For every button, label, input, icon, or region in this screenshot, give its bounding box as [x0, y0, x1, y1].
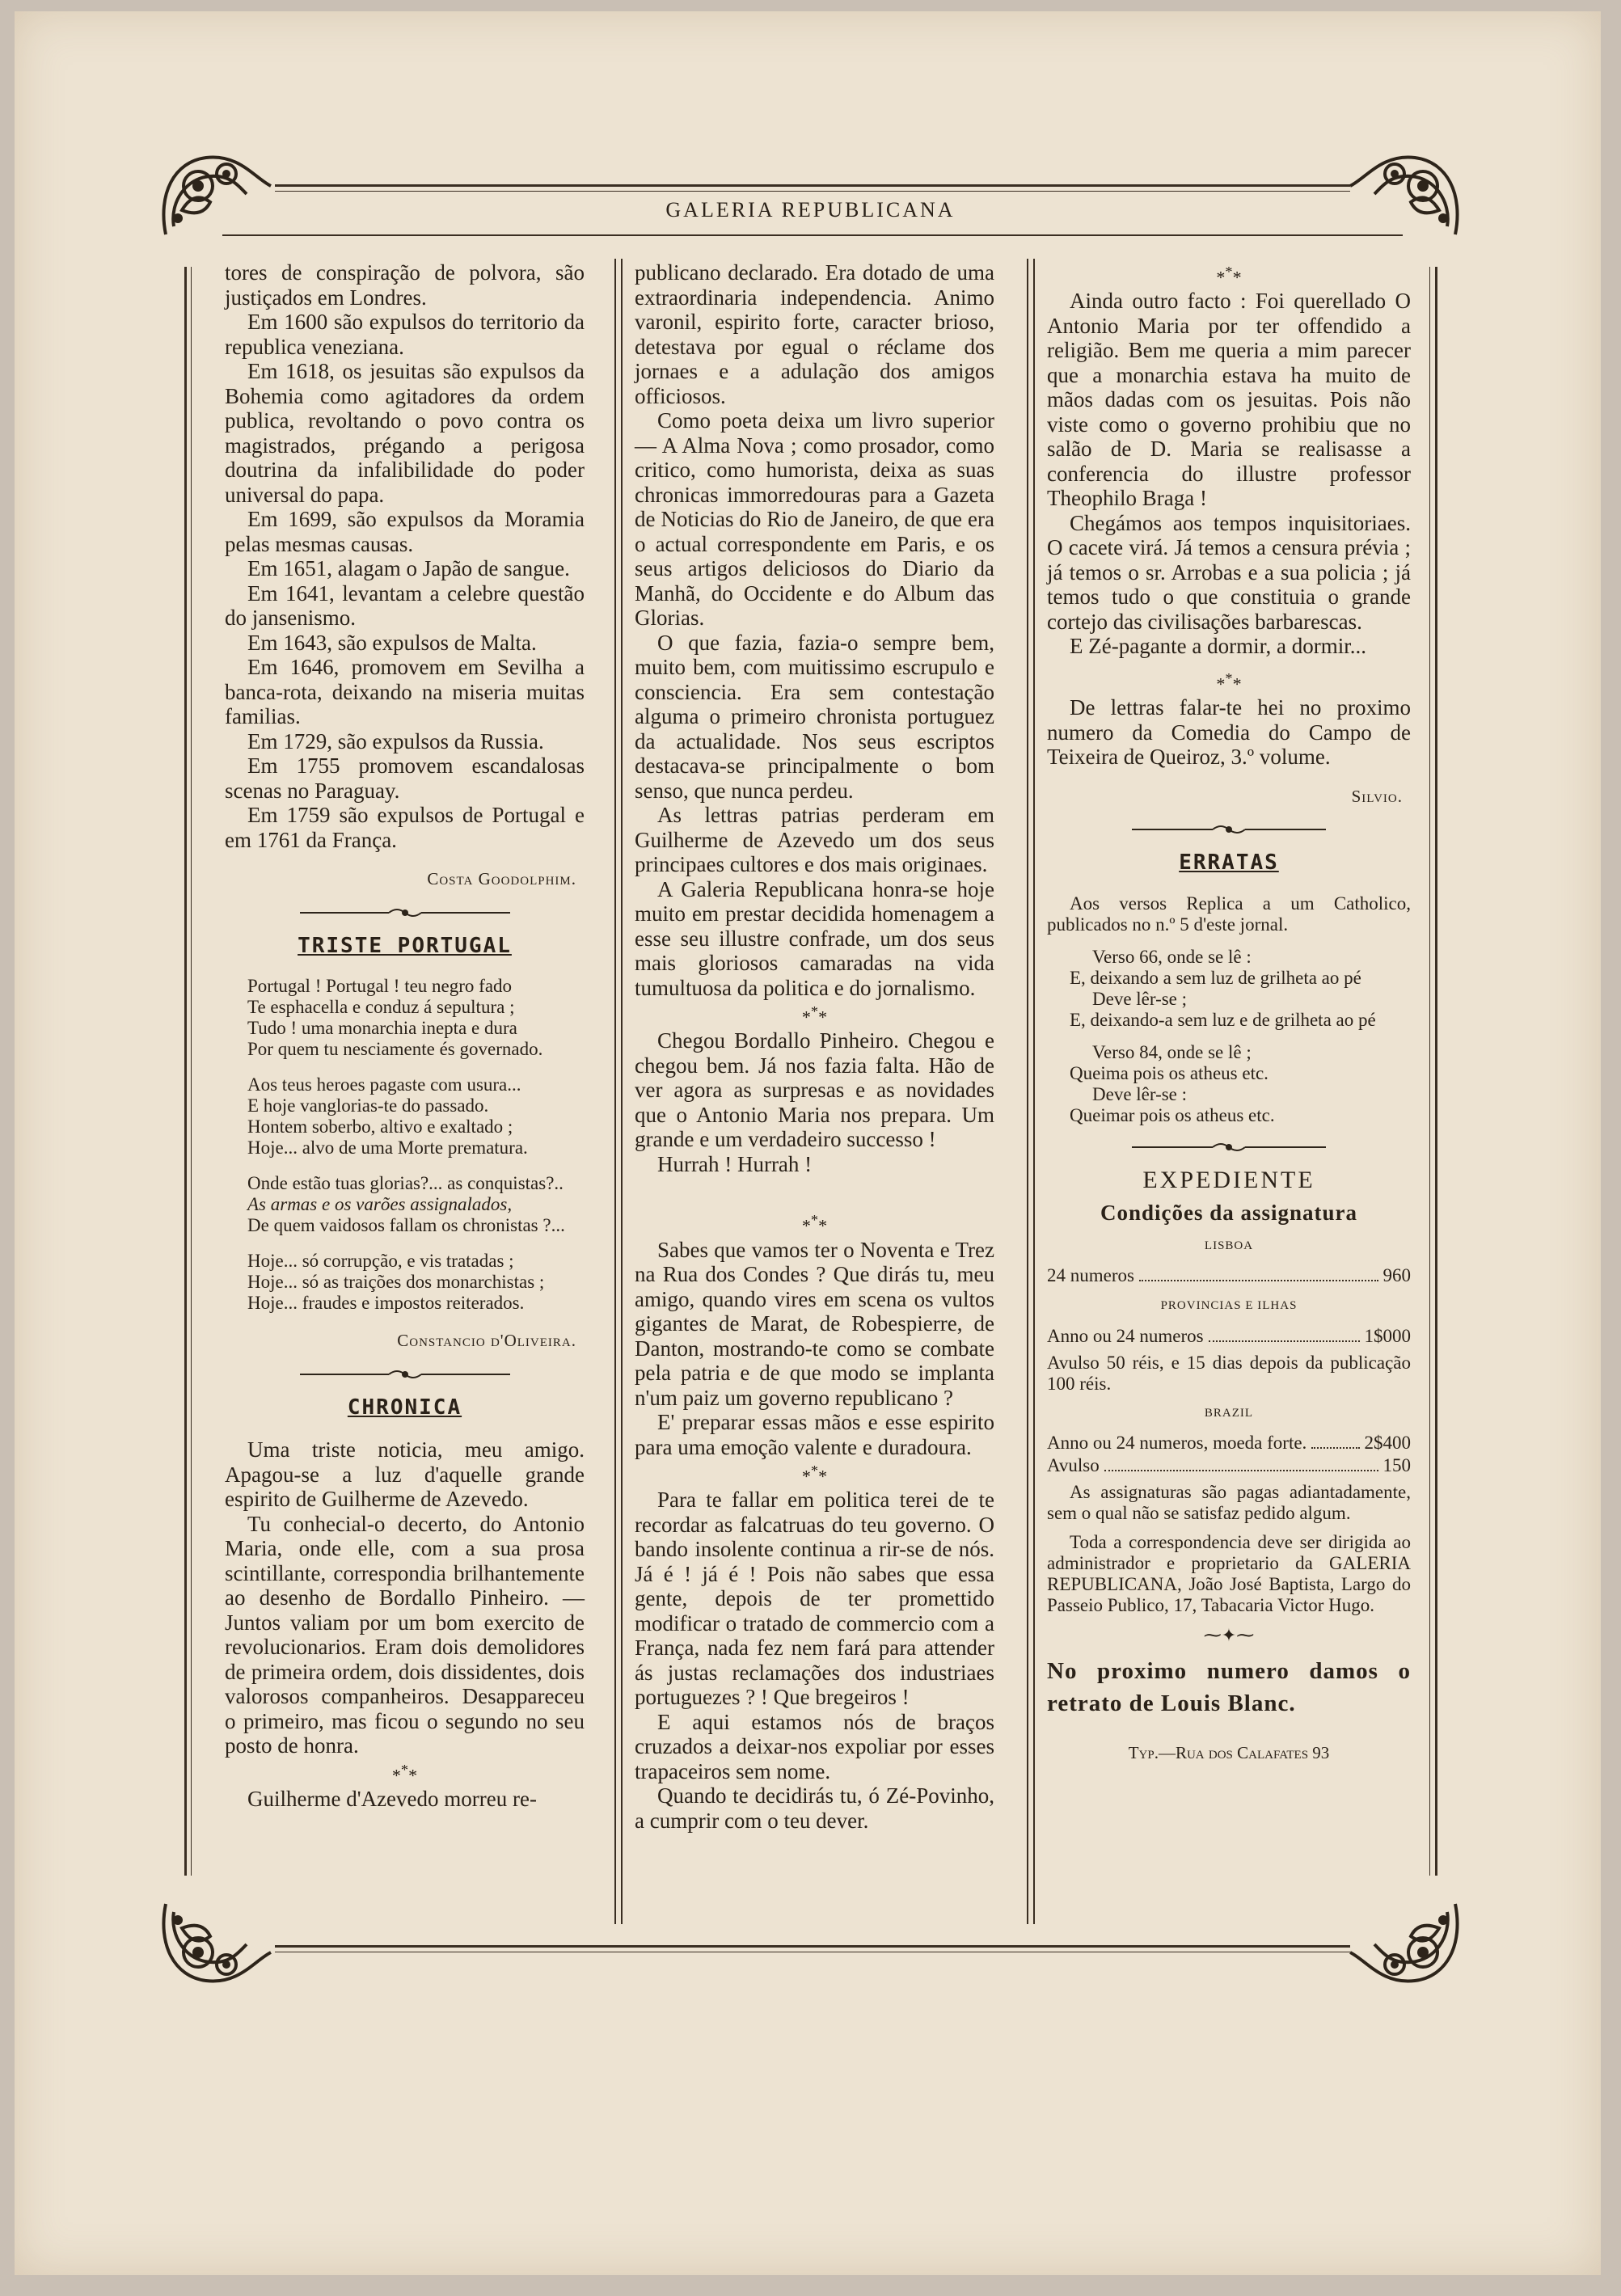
- paragraph: Uma triste noticia, meu amigo. Apagou-se a luz d'aquelle grande espirito de Guilherme de Azevedo.: [225, 1437, 585, 1511]
- verse-line: Portugal ! Portugal ! teu negro fado: [247, 976, 513, 996]
- verse-line: E hoje vanglorias-te do passado.: [247, 1095, 489, 1116]
- signature-silvio: Silvio.: [1351, 786, 1403, 806]
- left-rule: [184, 267, 187, 1876]
- signature-oliveira: Constancio d'Oliveira.: [397, 1331, 576, 1350]
- errata-line: E, deixando a sem luz de grilheta ao pé: [1070, 967, 1361, 988]
- asterism: ***: [801, 1462, 828, 1487]
- paragraph: Em 1651, alagam o Japão de sangue.: [247, 556, 570, 580]
- column-rule-1b: [621, 259, 623, 1924]
- errata-line: Verso 66, onde se lê :: [1092, 946, 1252, 967]
- paragraph: E Zé-pagante a dormir, a dormir...: [1070, 634, 1367, 659]
- paragraph: Em 1600 são expulsos do territorio da republica veneziana.: [225, 310, 585, 359]
- correspondence-note: Toda a correspondencia deve ser dirigida ao administrador e proprietario da GALERIA REPUBLICANA, João José Baptista, Largo do Passeio Publico, 17, Tabacaria Victor Hugo.: [1047, 1532, 1411, 1616]
- avulso-note: Avulso 50 réis, e 15 dias depois da publicação 100 réis.: [1047, 1352, 1411, 1394]
- asterism: ***: [801, 1003, 828, 1028]
- errata-line: E, deixando-a sem luz e de grilheta ao pé: [1070, 1009, 1376, 1030]
- small-ornament: ⁓✦⁓: [1203, 1625, 1255, 1646]
- right-rule: [1435, 267, 1437, 1876]
- bottom-rule: [275, 1945, 1350, 1948]
- payment-note: As assignaturas são pagas adiantadamente, sem o qual não se satisfaz pedido algum.: [1047, 1482, 1411, 1524]
- corner-ornament-top-left: [150, 137, 279, 243]
- column-rule-1: [614, 259, 616, 1924]
- verse-line: Tudo ! uma monarchia inepta e dura: [247, 1018, 517, 1038]
- verse-line: Hoje... só as traições dos monarchistas ;: [247, 1272, 545, 1292]
- paragraph: Ainda outro facto : Foi querellado O Antonio Maria por ter offendido a religião. Bem me queria a mim parecer que a monarchia estava ha muito de mãos dadas com os jesuitas. Pois não viste como o governo prohibiu que no salão de D. Maria se realisasse a conferencia do illustre professor Theophilo Braga !: [1047, 289, 1411, 511]
- paragraph: tores de conspiração de polvora, são justiçados em Londres.: [225, 260, 585, 310]
- column-3: [1047, 260, 1411, 1766]
- paragraph: Em 1759 são expulsos de Portugal e em 1761 da França.: [225, 803, 585, 852]
- price-row: Avulso 150: [1047, 1455, 1411, 1476]
- erratas-title: ERRATAS: [1179, 850, 1279, 876]
- erratas-intro: Aos versos Replica a um Catholico, publicados no n.º 5 d'este jornal.: [1047, 893, 1411, 935]
- asterism: ***: [1216, 669, 1242, 694]
- verse-line: Hontem soberbo, altivo e exaltado ;: [247, 1116, 513, 1137]
- column-1: [225, 260, 585, 1811]
- top-rule-inner: [275, 191, 1350, 192]
- paragraph: publicano declarado. Era dotado de uma extraordinaria independencia. Animo varonil, espirito forte, caracter brioso, detestava por egual o réclame dos jornaes e a adulação dos amigos officiosos.: [635, 260, 994, 408]
- region-provincias: PROVINCIAS E ILHAS: [1160, 1299, 1298, 1313]
- corner-ornament-bottom-right: [1342, 1896, 1471, 2001]
- printer-line: Typ.—Rua dos Calafates 93: [1128, 1743, 1330, 1763]
- paragraph: Tu conhecial-o decerto, do Antonio Maria, onde elle, com a sua prosa scintillante, correspondia brilhantemente ao desenho de Bordallo Pinheiro. — Juntos valiam por um bom exercito de revolucionarios. Eram dois demolidores de primeira ordem, dois dissidentes, dois valorosos companheiros. Desappareceu o primeiro, mas ficou o segundo no seu posto de honra.: [225, 1511, 585, 1758]
- paragraph: Sabes que vamos ter o Noventa e Trez na Rua dos Condes ? Que dirás tu, meu amigo, quando vires em scena os vultos gigantes de Marat, de Robespierre, de Danton, mostrando-te como se combate pela patria e de que modo se implanta n'um paiz um governo republicano ?: [635, 1237, 994, 1410]
- paragraph: Hurrah ! Hurrah !: [657, 1151, 813, 1176]
- paragraph: Em 1641, levantam a celebre questão do jansenismo.: [225, 580, 585, 630]
- verse-line: Hoje... só corrupção, e vis tratadas ;: [247, 1251, 514, 1271]
- column-rule-2: [1027, 259, 1028, 1924]
- paragraph: Quando te decidirás tu, ó Zé-Povinho, a cumprir com o teu dever.: [635, 1783, 994, 1833]
- paragraph: As lettras patrias perderam em Guilherme de Azevedo um dos seus principaes cultores e dos mais originaes.: [635, 803, 994, 876]
- verse-line: As armas e os varões assignalados,: [247, 1194, 513, 1214]
- paragraph: Em 1643, são expulsos de Malta.: [247, 630, 537, 655]
- price-row: Anno ou 24 numeros, moeda forte. 2$400: [1047, 1433, 1411, 1454]
- condicoes-title: Condições da assignatura: [1100, 1201, 1358, 1226]
- verse-line: Aos teus heroes pagaste com usura...: [247, 1074, 521, 1095]
- verse-line: De quem vaidosos fallam os chronistas ?...: [247, 1215, 565, 1235]
- paragraph: Em 1755 promovem escandalosas scenas no Paraguay.: [225, 753, 585, 803]
- errata-line: Verso 84, onde se lê ;: [1092, 1041, 1252, 1062]
- paragraph: Em 1646, promovem em Sevilha a banca-rota, deixando na miseria muitas familias.: [225, 655, 585, 728]
- price-row: Anno ou 24 numeros 1$000: [1047, 1325, 1411, 1346]
- paragraph: Para te fallar em politica terei de te recordar as falcatruas do teu governo. O bando insolente continua a rir-se de nós. Já é ! já é ! Pois não sabes que essa gente, depois de ter promettido modificar o tratado de commercio com a França, nada fez nem fará para attender ás justas reclamações dos industriaes portuguezes ? ! Que bregeiros !: [635, 1488, 994, 1710]
- paragraph: O que fazia, fazia-o sempre bem, muito bem, com muitissimo escrupulo e consciencia. Era sem contestação alguma o primeiro chronista portuguez da actualidade. Nos seus escriptos destacava-se principalmente o bom senso, que nunca perdeu.: [635, 630, 994, 803]
- masthead-rule: [222, 234, 1403, 236]
- errata-line: Deve lêr-se :: [1092, 1083, 1188, 1104]
- paragraph: Em 1618, os jesuitas são expulsos da Bohemia como agitadores da ordem publica, revoltando o povo contra os magistrados, prégando a perigosa doutrina da infalibilidade do poder universal do papa.: [225, 359, 585, 507]
- verse-line: Por quem tu nesciamente és governado.: [247, 1039, 543, 1059]
- paragraph: A Galeria Republicana honra-se hoje muito em prestar decidida homenagem a esse seu illustre confrade, um dos seus mais gloriosos camaradas na vida tumultuosa da politica e do jornalismo.: [635, 876, 994, 1000]
- verse-line: Te esphacella e conduz á sepultura ;: [247, 997, 515, 1017]
- poem-title: TRISTE PORTUGAL: [298, 933, 512, 958]
- left-rule-inner: [191, 267, 192, 1876]
- column-rule-2b: [1033, 259, 1035, 1924]
- ornamental-separator: [300, 1368, 510, 1381]
- expediente-title: EXPEDIENTE: [1142, 1166, 1315, 1193]
- paragraph: Em 1699, são expulsos da Moramia pelas mesmas causas.: [225, 507, 585, 556]
- errata-line: Deve lêr-se ;: [1092, 988, 1188, 1009]
- region-brazil: BRAZIL: [1204, 1406, 1254, 1420]
- paragraph: Guilherme d'Azevedo morreu re-: [247, 1786, 537, 1811]
- verse-line: Onde estão tuas glorias?... as conquistas?..: [247, 1173, 564, 1193]
- paragraph: Como poeta deixa um livro superior — A Alma Nova ; como prosador, como critico, como humorista, deixa as suas chronicas immorredouras para a Gazeta de Noticias do Rio de Janeiro, de que era o actual correspondente em Paris, e os seus artigos deliciosos do Diario da Manhã, do Occidente e do Album das Glorias.: [635, 408, 994, 630]
- asterism: ***: [801, 1212, 828, 1236]
- verse-line: Hoje... fraudes e impostos reiterados.: [247, 1293, 525, 1313]
- next-issue-note: No proximo numero damos o retrato de Louis Blanc.: [1047, 1658, 1411, 1717]
- price-row: 24 numeros 960: [1047, 1265, 1411, 1286]
- paragraph: Em 1729, são expulsos da Russia.: [247, 728, 544, 753]
- paragraph: Chegámos aos tempos inquisitoriaes. O cacete virá. Já temos a censura prévia ; já temos o sr. Arrobas e a sua policia ; já temos tudo o que constituia o grande cortejo das civilisações barbarescas.: [1047, 510, 1411, 634]
- right-rule-inner: [1429, 267, 1430, 1876]
- errata-line: Queimar pois os atheus etc.: [1070, 1104, 1275, 1125]
- paragraph: E aqui estamos nós de braços cruzados a deixar-nos expoliar por esses trapaceiros sem nome.: [635, 1709, 994, 1783]
- column-2: [635, 260, 994, 1833]
- top-rule: [275, 184, 1350, 187]
- chronica-title: CHRONICA: [347, 1395, 462, 1420]
- corner-ornament-top-right: [1342, 137, 1471, 243]
- paragraph: E' preparar essas mãos e esse espirito para uma emoção valente e duradoura.: [635, 1410, 994, 1459]
- ornamental-separator: [300, 906, 510, 919]
- signature-goodolphim: Costa Goodolphim.: [427, 869, 576, 888]
- asterism: ***: [391, 1761, 418, 1785]
- verse-line: Hoje... alvo de uma Morte prematura.: [247, 1137, 528, 1158]
- paragraph: De lettras falar-te hei no proximo numero da Comedia do Campo de Teixeira de Queiroz, 3.º volume.: [1047, 695, 1411, 770]
- masthead-title: GALERIA REPUBLICANA: [665, 198, 956, 222]
- asterism: ***: [1216, 264, 1242, 288]
- corner-ornament-bottom-left: [150, 1896, 279, 2001]
- errata-line: Queima pois os atheus etc.: [1070, 1062, 1269, 1083]
- region-lisboa: LISBOA: [1204, 1239, 1254, 1252]
- ornamental-separator: [1132, 1141, 1326, 1154]
- ornamental-separator: [1132, 823, 1326, 836]
- paragraph: Chegou Bordallo Pinheiro. Chegou e chegou bem. Já nos fazia falta. Hão de ver agora as surpresas e as novidades que o Antonio Maria nos prepara. Um grande e um verdadeiro successo !: [635, 1028, 994, 1152]
